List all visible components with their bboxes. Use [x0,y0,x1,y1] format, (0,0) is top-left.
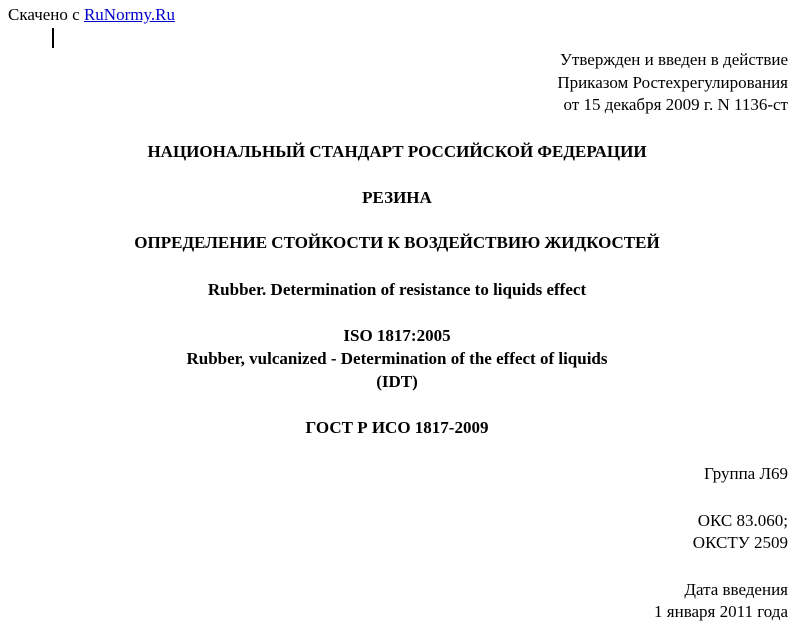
group-code: Группа Л69 [703,464,788,483]
approval-line-2: Приказом Ростехрегулирования [557,73,788,92]
title-en: Rubber. Determination of resistance to liquids effect [207,280,587,299]
national-standard-heading: НАЦИОНАЛЬНЫЙ СТАНДАРТ РОССИЙСКОЙ ФЕДЕРАЦИИ [147,142,647,161]
effective-date-label: Дата введения [684,580,788,599]
source-link[interactable]: RuNormy.Ru [83,5,175,24]
iso-title: Rubber, vulcanized - Determination of the effect of liquids [186,349,608,368]
text-cursor [52,28,54,48]
title-ru: ОПРЕДЕЛЕНИЕ СТОЙКОСТИ К ВОЗДЕЙСТВИЮ ЖИДКОСТЕЙ [134,233,660,252]
subject-heading: РЕЗИНА [362,188,432,207]
effective-date: 1 января 2011 года [654,602,788,621]
approval-line-1: Утвержден и введен в действие [559,50,788,69]
approval-line-3: от 15 декабря 2009 г. N 1136-ст [563,95,788,114]
iso-number: ISO 1817:2005 [343,326,451,345]
gost-number: ГОСТ Р ИСО 1817-2009 [305,418,489,437]
okstu-code: ОКСТУ 2509 [692,533,788,552]
source-line [8,4,175,26]
oks-code: ОКС 83.060; [697,511,788,530]
source-prefix: Скачено с [8,5,80,24]
iso-equivalence: (IDT) [376,372,418,391]
